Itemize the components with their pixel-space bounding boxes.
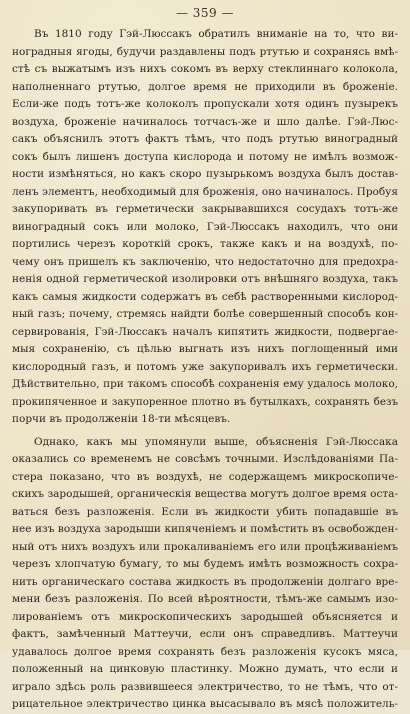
text-line: скихъ зародышей, органическія вещества могутъ долгое время оста- xyxy=(12,488,398,500)
text-line: ваться безъ разложенія. Если въ жидкости убить попадавшіе въ xyxy=(12,505,398,518)
text-line: мени безъ разложенія. По всей вѣроятности, тѣмъ-же самымъ изо- xyxy=(12,593,398,605)
text-line: сакъ объяснилъ этотъ фактъ тѣмъ, что подъ ртутью виноградный xyxy=(12,133,398,145)
text-line: наполненнаго ртутью, долгое время не приходили въ броженіе. xyxy=(12,80,398,93)
text-line: прокипяченное и закупоренное плотно въ бутылкахъ, сохранять безъ xyxy=(12,395,398,408)
text-line: оказались со временемъ не совсѣмъ точными. Изслѣдованіями Па- xyxy=(12,453,398,465)
text-line: чему онъ пришелъ къ заключенію, что недостаточно для предохра- xyxy=(12,255,398,268)
text-line: ный газъ; почему, стремясь найдти болѣе совершенный способъ кон- xyxy=(12,308,398,320)
text-line: нее изъ воздуха зародыши кипяченіемъ и помѣстить въ освобожден- xyxy=(12,523,398,535)
text-line: кислородный газъ, и потомъ уже закупоривалъ ихъ герметически. xyxy=(12,360,398,373)
text-line: какъ самыя жидкости содержатъ въ себѣ растворенными кислород- xyxy=(12,290,398,303)
paragraph-2 xyxy=(12,434,398,714)
paragraph-1 xyxy=(12,26,398,429)
text-line: сокъ былъ лишенъ доступа кислорода и потому не имѣлъ возмож- xyxy=(12,150,398,163)
text-line: нить органическаго состава жидкость въ продолженіи долгаго вре- xyxy=(12,575,398,588)
text-line: ненія одной герметической изолировки отъ внѣшняго воздуха, такъ xyxy=(12,273,398,285)
text-line: фактъ, замѣченный Маттеучи, если онъ справедливъ. Маттеучи xyxy=(12,628,398,640)
text-line: Дѣйствительно, при такомъ способѣ сохраненія ему удалось молоко, xyxy=(12,378,398,390)
text-line: стѣ съ выжатымъ изъ нихъ сокомъ въ верху стеклиннаго колокола, xyxy=(12,63,398,75)
text-line: Однако, какъ мы упомянули выше, объясненія Гэй-Люссака xyxy=(34,435,398,448)
text-line: виноградный сокъ или молоко, Гэй-Люссакъ находилъ, что они xyxy=(12,220,398,233)
text-line: Въ 1810 году Гэй-Люссакъ обратилъ вниманіе на то, что ви- xyxy=(34,28,398,40)
text-line: сервированія, Гэй-Люссакъ началъ кипятить жидкости, подвергае- xyxy=(12,325,398,338)
text-line: ный отъ нихъ воздухъ или прокаливаніемъ его или процѣживаніемъ xyxy=(12,540,398,553)
text-line: ноградныя ягоды, будучи раздавлены подъ ртутью и сохранясь вмѣ- xyxy=(12,45,398,58)
text-line: черезъ хлопчатую бумагу, то мы будемъ имѣть возможность сохра- xyxy=(12,558,398,570)
text-line: ленъ элементъ, необходимый для броженія, оно начиналось. Пробуя xyxy=(12,185,398,198)
text-line: ности измѣняться, но какъ скоро пузырькомъ воздуха былъ достав- xyxy=(12,168,398,180)
body-text xyxy=(12,26,398,714)
text-line: закупоривать въ герметически закрывавшихся сосудахъ тотъ-же xyxy=(12,203,398,215)
text-line: лированіемъ отъ микроскопическихъ зародышей объясняется и xyxy=(12,610,398,623)
text-line: играло здѣсь роль развившееся электричество, то не тѣмъ, что от- xyxy=(12,680,398,693)
text-line: мыя сохраненію, съ цѣлью выгнать изъ нихъ поглощенный ими xyxy=(12,343,398,355)
text-line: рицательное электричество цинка высасывало въ мясѣ положитель- xyxy=(12,698,398,710)
text-line: положенный на цинковую пластинку. Можно думать, что если и xyxy=(12,663,398,675)
text-line: воздуха, броженіе начиналось тотчасъ-же и шло далѣе. Гэй-Люс- xyxy=(12,115,398,128)
text-line: Если-же подъ тотъ-же колоколъ пропускали хотя одинъ пузырекъ xyxy=(12,98,398,110)
text-line: стера показано, что въ воздухѣ, не содержащемъ микроскопиче- xyxy=(12,470,398,483)
page-number: — 359 — xyxy=(175,6,235,20)
text-line: удавалось долгое время сохранять безъ разложенія кусокъ мяса, xyxy=(12,645,398,658)
text-line: портились черезъ короткій срокъ, также какъ и на воздухѣ, по- xyxy=(12,238,398,250)
text-line: порчи въ продолженіи 18-ти мѣсяцевъ. xyxy=(12,413,231,425)
